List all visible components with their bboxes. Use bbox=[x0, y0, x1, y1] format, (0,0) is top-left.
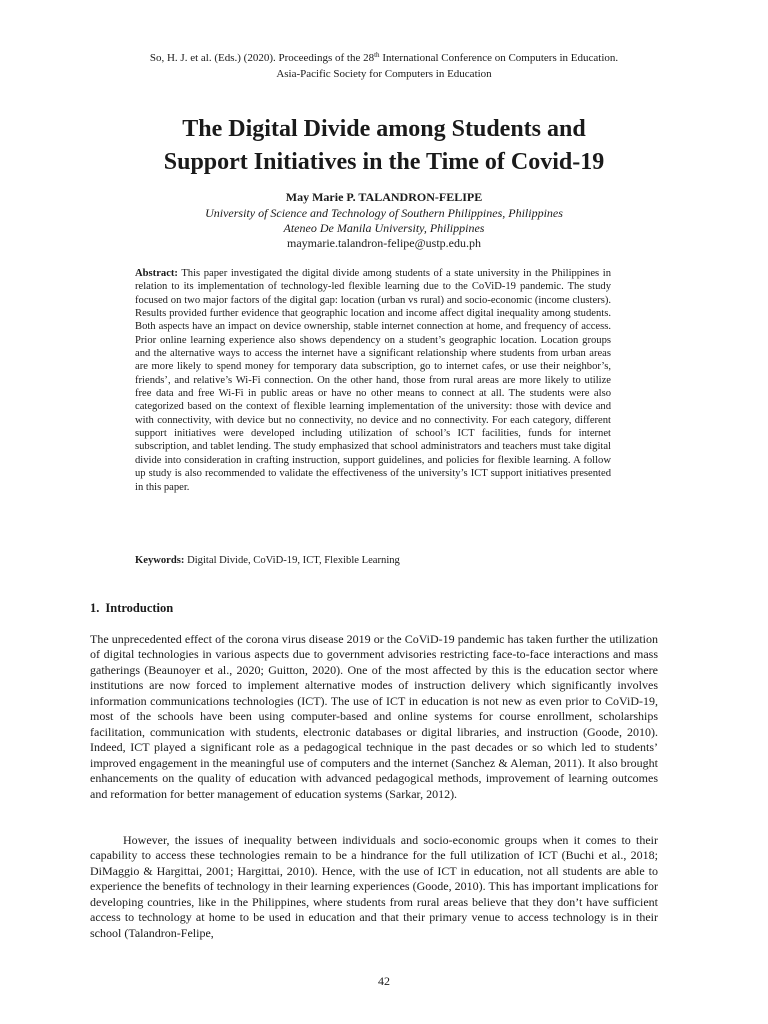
author-name: May Marie P. TALANDRON-FELIPE bbox=[285, 190, 483, 204]
keywords-text: Digital Divide, CoViD-19, ICT, Flexible Learning bbox=[184, 555, 400, 566]
paper-title-line-1: The Digital Divide among Students and bbox=[182, 116, 586, 142]
header-citation-line bbox=[0, 50, 768, 66]
header-citation-text: So, H. J. et al. (Eds.) (2020). Proceedings of the 28 bbox=[149, 52, 375, 64]
body-paragraph-2: However, the issues of inequality between individuals and socio-economic groups when it comes to their capability to access these technologies remain to be a hindrance for the full utilization of ICT (Buchi et al., 2018; DiMaggio & Hargittai, 2001; Hargittai, 2010). Hence, with the use of ICT in education, not all students are able to experience the benefits of technology in their learning experiences (Goode, 2010). This has important implications for developing countries, like in the Philippines, where students from rural areas believe that they don’t have sufficient access to technology at home to be used in education and that their primary venue to access technology is in their school (Talandron-Felipe, bbox=[90, 833, 658, 940]
author-affiliation-2: Ateneo De Manila University, Philippines bbox=[283, 221, 485, 235]
header-society-line: Asia-Pacific Society for Computers in Education bbox=[276, 68, 492, 80]
author-email: maymarie.talandron-felipe@ustp.edu.ph bbox=[287, 236, 481, 250]
abstract-label: Abstract: bbox=[135, 268, 178, 279]
proceedings-header bbox=[0, 50, 768, 82]
section-title: Introduction bbox=[105, 601, 174, 615]
abstract-text: This paper investigated the digital divide among students of a state university in the Philippines in relation to its implementation of technology-led flexible learning due to the CoViD-19 pandemic. The study focused on two major factors of the digital gap: location (urban vs rural) and socio-economic (income clusters). Results provided further evidence that geographic location and income affect digital inequality among students. Both aspects have an impact on device ownership, stable internet connection at home, and frequency of access. Prior online learning experience also shows dependency on a student’s geographic location. Location groups and the alternative ways to access the internet have a significant relationship where students from urban areas are more likely to spend money for temporary data subscription, go to internet cafes, or use their neighbor’s, friends’, and relative’s Wi-Fi connection. On the other hand, those from rural areas are more likely to utilize free data and free Wi-Fi in public areas or have no other means to connect at all. The students were also categorized based on the context of flexible learning implementation of the university: those with device and with connectivity, with device but no connectivity, no device and no connectivity. For each category, different support initiatives were developed including utilization of school’s ICT facilities, funds for internet subscription, and tablet lending. The study emphasized that school administrators and teachers must take digital divide into consideration in crafting instruction, support guidelines, and policies for flexible learning. A follow up study is also recommended to validate the effectiveness of the university’s ICT support initiatives presented in this paper. bbox=[135, 268, 611, 493]
paper-title-line-2: Support Initiatives in the Time of Covid-19 bbox=[163, 149, 605, 175]
section-number: 1. bbox=[90, 601, 100, 615]
header-ordinal-suffix: th bbox=[374, 51, 380, 59]
paper-title bbox=[60, 113, 708, 179]
header-citation-text-end: International Conference on Computers in Education. bbox=[379, 52, 619, 64]
body-paragraph-1: The unprecedented effect of the corona virus disease 2019 or the CoViD-19 pandemic has taken further the utilization of digital technologies in various aspects due to government advisories restricting face-to-face interactions and mass gatherings (Beaunoyer et al., 2020; Guitton, 2020). One of the most affected by this is the education sector where institutions are now forced to implement alternative modes of instruction delivery which significantly involves information communications technologies (ICT). The use of ICT in education is not new as even prior to CoViD-19, most of the schools have been using computer-based and online systems for course enrollment, scholarships facilitation, communication with students, electronic databases or digital libraries, and instruction (Goode, 2010). Indeed, ICT played a significant role as a pedagogical technique in the past decades or so which led to students’ improved engagement in the meaningful use of computers and the internet (Sanchez & Aleman, 2011). It also brought enhancements on the quality of education with advanced pedagogical methods, improvement of learning outcomes and reformation for better management of education systems (Sarkar, 2012). bbox=[90, 632, 658, 801]
keywords bbox=[135, 554, 611, 568]
section-heading-introduction bbox=[90, 600, 173, 616]
keywords-label: Keywords: bbox=[135, 555, 185, 566]
abstract bbox=[135, 267, 611, 494]
page-number: 42 bbox=[378, 974, 390, 988]
author-affiliation-1: University of Science and Technology of Southern Philippines, Philippines bbox=[205, 206, 563, 220]
